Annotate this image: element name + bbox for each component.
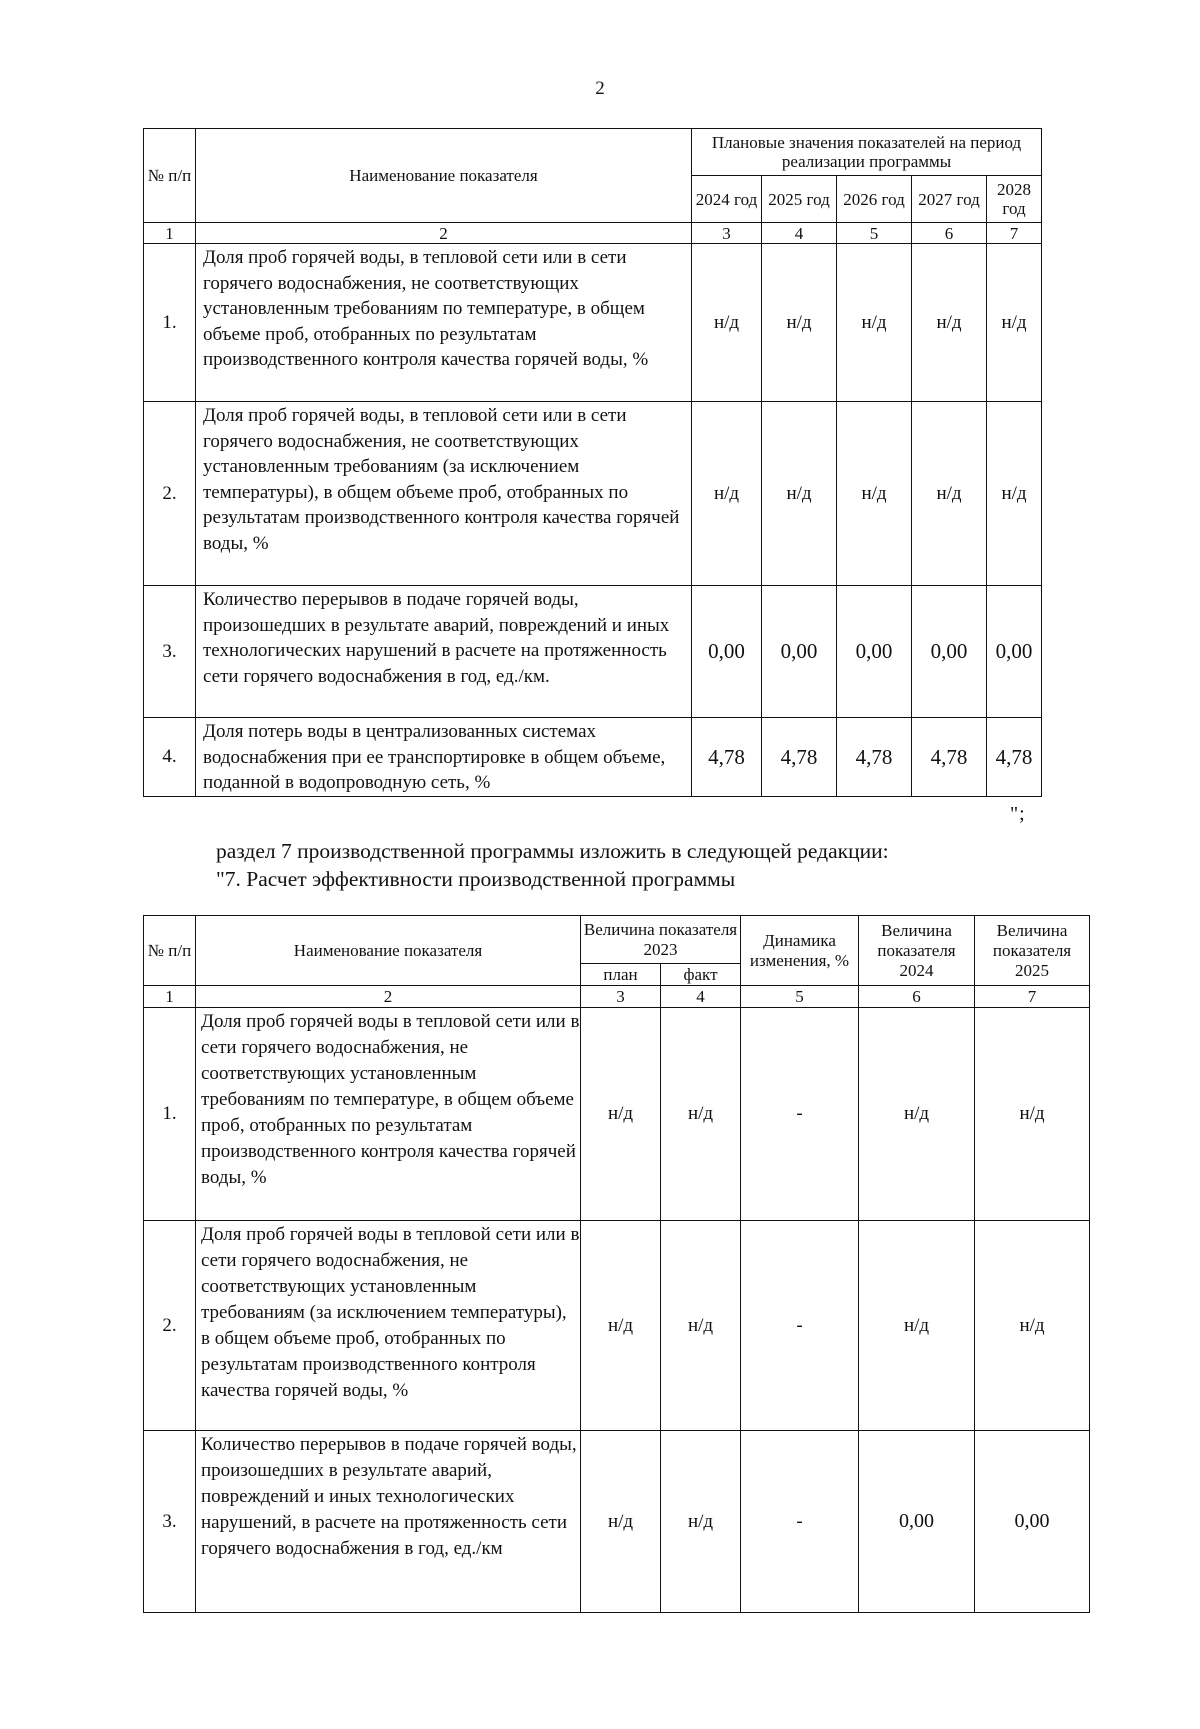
row-number: 1. <box>144 1008 196 1221</box>
row-number: 3. <box>144 586 196 718</box>
amendment-paragraph: раздел 7 производственной программы изложить в следующей редакции: <box>216 839 889 863</box>
value-cell: н/д <box>912 244 987 402</box>
value-2025-cell: н/д <box>975 1008 1090 1221</box>
value-2025-cell: 0,00 <box>975 1431 1090 1613</box>
indicator-name: Доля проб горячей воды, в тепловой сети или в сети горячего водоснабжения, не соответствующих установленным требованиям (за исключением температуры), в общем объеме проб, отобранных по результатам производственного контроля качества горячей воды, % <box>196 402 692 586</box>
t2-col-number: 4 <box>661 986 741 1008</box>
table-row <box>144 718 1042 797</box>
plan-cell: н/д <box>581 1431 661 1613</box>
t2-col-number: 1 <box>144 986 196 1008</box>
table-row <box>144 586 1042 718</box>
value-cell: 4,78 <box>837 718 912 797</box>
indicator-name: Доля проб горячей воды, в тепловой сети или в сети горячего водоснабжения, не соответствующих установленным требованиям по температуре, в общем объеме проб, отобранных по результатам производственного контроля качества горячей воды, % <box>196 244 692 402</box>
indicator-name: Количество перерывов в подаче горячей воды, произошедших в результате аварий, повреждений и иных технологических нарушений, в расчете на протяженность сети горячего водоснабжения в год, ед./км <box>196 1431 581 1613</box>
t1-header-num: № п/п <box>144 129 196 223</box>
row-number: 2. <box>144 402 196 586</box>
value-cell: 0,00 <box>692 586 762 718</box>
row-number: 1. <box>144 244 196 402</box>
closing-quote-mark: "; <box>1010 803 1026 825</box>
value-cell: н/д <box>762 402 837 586</box>
t1-header-name: Наименование показателя <box>196 129 692 223</box>
indicator-name: Доля проб горячей воды в тепловой сети или в сети горячего водоснабжения, не соответствующих установленным требованиям (за исключением температуры), в общем объеме проб, отобранных по результатам производственного контроля качества горячей воды, % <box>196 1221 581 1431</box>
value-cell: 4,78 <box>692 718 762 797</box>
efficiency-calculation-table <box>143 915 1090 1613</box>
t1-col-number: 4 <box>762 223 837 244</box>
t1-header-year: 2025 год <box>762 176 837 223</box>
t2-col-number: 3 <box>581 986 661 1008</box>
row-number: 4. <box>144 718 196 797</box>
section-title: "7. Расчет эффективности производственной программы <box>216 867 736 891</box>
value-2025-cell: н/д <box>975 1221 1090 1431</box>
value-cell: 4,78 <box>762 718 837 797</box>
value-2024-cell: н/д <box>859 1221 975 1431</box>
value-cell: 0,00 <box>912 586 987 718</box>
value-cell: н/д <box>692 244 762 402</box>
t2-header-name: Наименование показателя <box>196 916 581 986</box>
t2-col-number: 7 <box>975 986 1090 1008</box>
fact-cell: н/д <box>661 1008 741 1221</box>
t1-col-number: 6 <box>912 223 987 244</box>
value-cell: 0,00 <box>762 586 837 718</box>
value-cell: н/д <box>912 402 987 586</box>
t2-col-number: 2 <box>196 986 581 1008</box>
t2-header-fact: факт <box>661 964 741 986</box>
value-cell: 0,00 <box>837 586 912 718</box>
fact-cell: н/д <box>661 1221 741 1431</box>
t1-col-number: 1 <box>144 223 196 244</box>
row-number: 3. <box>144 1431 196 1613</box>
t2-header-plan: план <box>581 964 661 986</box>
page-number: 2 <box>595 78 605 99</box>
fact-cell: н/д <box>661 1431 741 1613</box>
table-row <box>144 1431 1090 1613</box>
value-cell: 4,78 <box>912 718 987 797</box>
value-cell: 0,00 <box>987 586 1042 718</box>
value-cell: н/д <box>987 402 1042 586</box>
table-row <box>144 402 1042 586</box>
value-2024-cell: 0,00 <box>859 1431 975 1613</box>
plan-cell: н/д <box>581 1008 661 1221</box>
table-row <box>144 1221 1090 1431</box>
t2-header-group: Величина показателя 2023 <box>581 916 741 964</box>
planned-indicators-table <box>143 128 1042 797</box>
indicator-name: Количество перерывов в подаче горячей воды, произошедших в результате аварий, повреждений и иных технологических нарушений в расчете на протяженность сети горячего водоснабжения в год, ед./км. <box>196 586 692 718</box>
t1-header-year: 2028 год <box>987 176 1042 223</box>
t2-col-number: 5 <box>741 986 859 1008</box>
t1-col-number: 7 <box>987 223 1042 244</box>
t2-header-num: № п/п <box>144 916 196 986</box>
indicator-name: Доля проб горячей воды в тепловой сети или в сети горячего водоснабжения, не соответствующих установленным требованиям по температуре, в общем объеме проб, отобранных по результатам производственного контроля качества горячей воды, % <box>196 1008 581 1221</box>
t2-header-2025: Величина показателя 2025 <box>975 916 1090 986</box>
table-row <box>144 1008 1090 1221</box>
t1-col-number: 3 <box>692 223 762 244</box>
indicator-name: Доля потерь воды в централизованных системах водоснабжения при ее транспортировке в общем объеме, поданной в водопроводную сеть, % <box>196 718 692 797</box>
t1-col-number: 5 <box>837 223 912 244</box>
t1-header-year: 2027 год <box>912 176 987 223</box>
row-number: 2. <box>144 1221 196 1431</box>
t1-header-year: 2024 год <box>692 176 762 223</box>
value-cell: н/д <box>762 244 837 402</box>
value-cell: 4,78 <box>987 718 1042 797</box>
t1-col-number: 2 <box>196 223 692 244</box>
value-cell: н/д <box>987 244 1042 402</box>
t2-header-dynamics: Динамика изменения, % <box>741 916 859 986</box>
dynamics-cell: - <box>741 1008 859 1221</box>
value-2024-cell: н/д <box>859 1008 975 1221</box>
t1-header-group: Плановые значения показателей на период реализации программы <box>692 129 1042 176</box>
dynamics-cell: - <box>741 1221 859 1431</box>
t2-col-number: 6 <box>859 986 975 1008</box>
value-cell: н/д <box>837 402 912 586</box>
table-row <box>144 244 1042 402</box>
t1-header-year: 2026 год <box>837 176 912 223</box>
value-cell: н/д <box>692 402 762 586</box>
value-cell: н/д <box>837 244 912 402</box>
plan-cell: н/д <box>581 1221 661 1431</box>
t2-header-2024: Величина показателя 2024 <box>859 916 975 986</box>
dynamics-cell: - <box>741 1431 859 1613</box>
